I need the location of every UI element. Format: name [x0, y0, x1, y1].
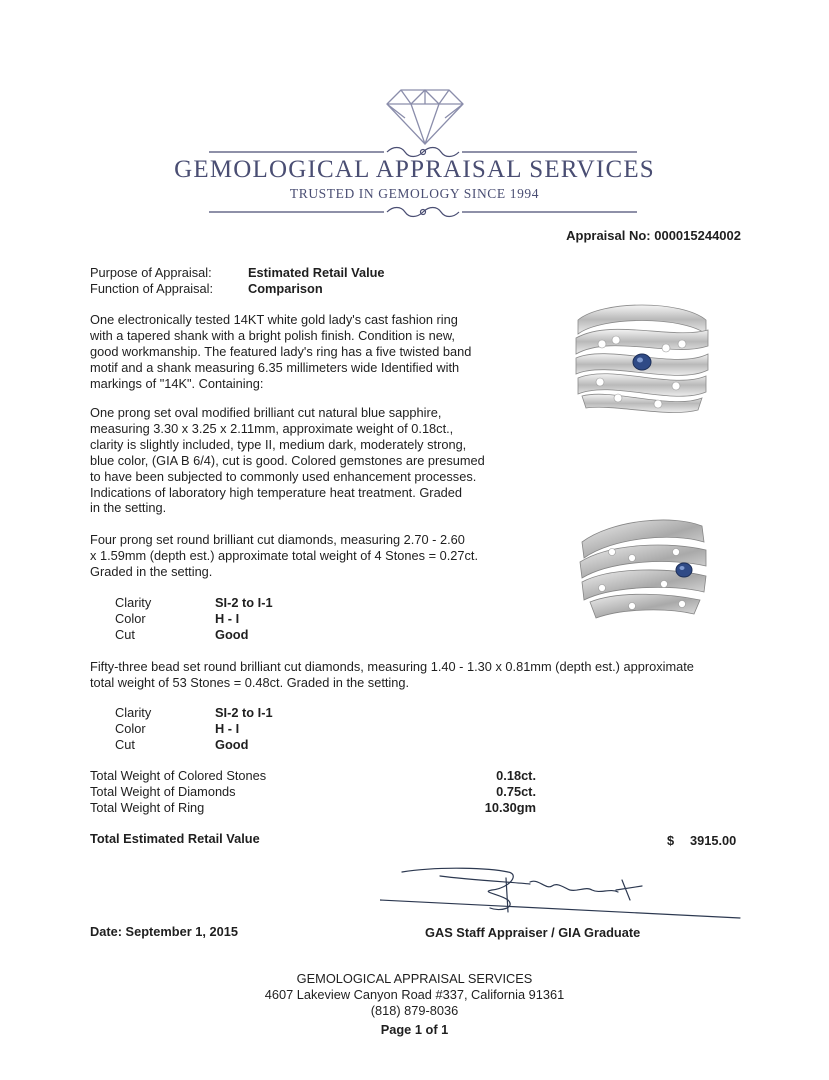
grade-value-color: H - I — [215, 611, 240, 626]
ring-photo-angle — [572, 512, 712, 630]
footer — [0, 971, 829, 1038]
text-line: total weight of 53 Stones = 0.48ct. Graded in the setting. — [90, 674, 410, 690]
grade-label-cut: Cut — [115, 737, 135, 752]
text-line: in the setting. — [90, 500, 167, 516]
grade-label-cut: Cut — [115, 627, 135, 642]
grade-value-clarity: SI-2 to I-1 — [215, 705, 273, 720]
bottom-flourish — [209, 204, 637, 220]
text-line: motif and a shank measuring 6.35 millimeters wide Identified with — [90, 359, 460, 375]
footer-phone: (818) 879-8036 — [370, 1003, 459, 1018]
grade-label-color: Color — [115, 721, 146, 736]
ring-photo-front — [572, 300, 712, 418]
total-colored-label: Total Weight of Colored Stones — [90, 768, 267, 783]
text-line: markings of "14K". Containing: — [90, 375, 264, 391]
text-line: to have been subjected to commonly used enhancement processes. — [90, 468, 477, 484]
text-line: measuring 3.30 x 3.25 x 2.11mm, approximate weight of 0.18ct., — [90, 420, 454, 436]
function-label: Function of Appraisal: — [90, 281, 214, 296]
footer-company: GEMOLOGICAL APPRAISAL SERVICES — [296, 971, 533, 986]
text-line: x 1.59mm (depth est.) approximate total weight of 4 Stones = 0.27ct. — [90, 547, 479, 563]
text-line: with a tapered shank with a bright polish finish. Condition is new, — [90, 327, 455, 343]
total-colored-value: 0.18ct. — [496, 768, 536, 783]
grade-value-clarity: SI-2 to I-1 — [215, 595, 273, 610]
retail-value-label: Total Estimated Retail Value — [90, 831, 260, 846]
ring-description — [90, 312, 471, 392]
total-diamonds-value: 0.75ct. — [496, 784, 536, 799]
appraiser-title: GAS Staff Appraiser / GIA Graduate — [425, 925, 641, 940]
appraisal-number: Appraisal No: 000015244002 — [566, 228, 741, 243]
sapphire-description — [90, 405, 485, 516]
total-ring-label: Total Weight of Ring — [90, 800, 205, 815]
total-ring-value: 10.30gm — [484, 800, 536, 815]
function-value: Comparison — [248, 281, 323, 296]
grade-value-color: H - I — [215, 721, 240, 736]
bead-diamonds-description — [90, 659, 694, 691]
text-line: Fifty-three bead set round brilliant cut diamonds, measuring 1.40 - 1.30 x 0.81mm (depth est.) approximate — [90, 659, 694, 674]
company-name: GEMOLOGICAL APPRAISAL SERVICES — [174, 156, 655, 183]
text-line: One prong set oval modified brilliant cut natural blue sapphire, — [90, 405, 442, 420]
prong-diamonds-description — [90, 532, 478, 580]
text-line: blue color, (GIA B 6/4), cut is good. Colored gemstones are presumed — [90, 452, 485, 468]
appraisal-date: Date: September 1, 2015 — [90, 924, 238, 939]
grade-label-color: Color — [115, 611, 146, 626]
text-line: Indications of laboratory high temperature heat treatment. Graded — [90, 484, 463, 500]
signature — [380, 860, 742, 930]
retail-value-amount: 3915.00 — [690, 833, 737, 848]
text-line: Four prong set round brilliant cut diamonds, measuring 2.70 - 2.60 — [90, 532, 465, 547]
text-line: clarity is slightly included, type II, medium dark, moderately strong, — [90, 436, 467, 452]
diamond-icon — [385, 88, 465, 146]
grade-value-cut: Good — [215, 737, 249, 752]
company-tagline: TRUSTED IN GEMOLOGY SINCE 1994 — [289, 186, 540, 201]
purpose-value: Estimated Retail Value — [248, 265, 385, 280]
text-line: Graded in the setting. — [90, 563, 213, 579]
currency-symbol: $ — [667, 833, 675, 848]
page-number: Page 1 of 1 — [380, 1022, 449, 1037]
grade-value-cut: Good — [215, 627, 249, 642]
text-line: One electronically tested 14KT white gold lady's cast fashion ring — [90, 312, 458, 327]
total-diamonds-label: Total Weight of Diamonds — [90, 784, 236, 799]
footer-address: 4607 Lakeview Canyon Road #337, California 91361 — [264, 987, 565, 1002]
purpose-label: Purpose of Appraisal: — [90, 265, 212, 280]
grade-label-clarity: Clarity — [115, 595, 152, 610]
grade-label-clarity: Clarity — [115, 705, 152, 720]
text-line: good workmanship. The featured lady's ring has a five twisted band — [90, 343, 472, 359]
